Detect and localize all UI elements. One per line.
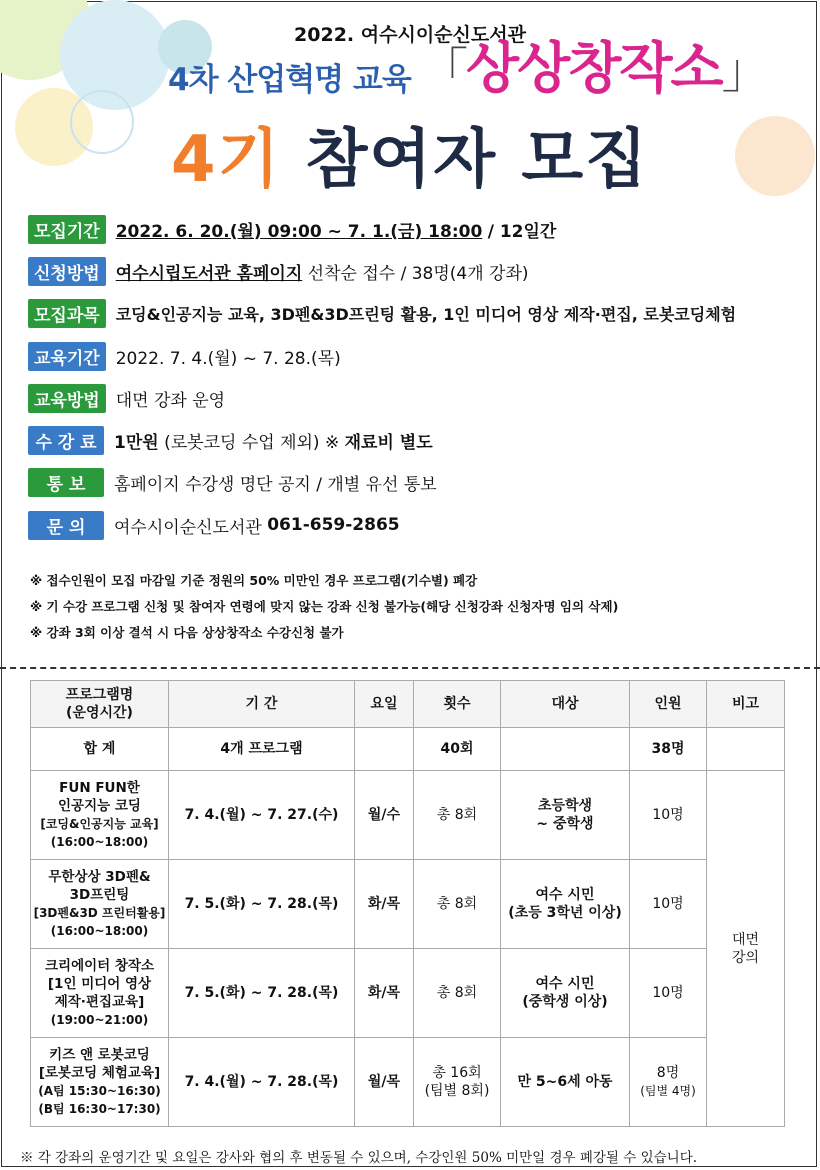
label-badge: 신청방법 <box>28 257 106 286</box>
info-fee <box>28 425 818 455</box>
table-row <box>31 949 785 1038</box>
program-name: FUN FUN한 인공지능 코딩 [코딩&인공지능 교육] (16:00~18:00) <box>31 771 169 860</box>
label-badge: 교육방법 <box>28 384 106 413</box>
label-badge: 모집기간 <box>28 215 106 244</box>
table-row <box>31 1038 785 1127</box>
subjects-value: 코딩&인공지능 교육, 3D펜&3D프린팅 활용, 1인 미디어 영상 제작·편집, 로봇코딩체험 <box>115 304 737 324</box>
info-notice <box>28 467 818 497</box>
th-period: 기 간 <box>169 681 355 728</box>
program-people: 8명 (팀별 4명) <box>630 1038 707 1127</box>
program-day: 월/수 <box>355 771 414 860</box>
info-subjects <box>28 298 818 328</box>
header-line: 4차 산업혁명 교육 <box>168 62 411 98</box>
note-item: ※ 기 수강 프로그램 신청 및 참여자 연령에 맞지 않는 강좌 신청 불가능(해당 신청강좌 신청자명 임의 삭제) <box>30 599 619 614</box>
program-day: 화/목 <box>355 949 414 1038</box>
program-day: 월/목 <box>355 1038 414 1127</box>
header-brand <box>420 24 768 103</box>
program-count: 총 16회 (팀별 8회) <box>414 1038 501 1127</box>
note-merged: 대면 강의 <box>707 771 785 1127</box>
program-name: 크리에이터 창작소 [1인 미디어 영상 제작·편집교육] (19:00~21:00) <box>31 949 169 1038</box>
th-program: 프로그램명 (운영시간) <box>31 681 169 728</box>
program-target: 여수 시민 (초등 3학년 이상) <box>501 860 630 949</box>
dashed-divider <box>0 667 820 669</box>
period-value: 2022. 6. 20.(월) 09:00 ~ 7. 1.(금) 18:00 <box>115 221 483 242</box>
program-name: 키즈 앤 로봇코딩 [로봇코딩 체험교육] (A팀 15:30~16:30) (B팀 16:30~17:30) <box>31 1038 169 1127</box>
contact-phone: 061-659-2865 <box>267 515 400 535</box>
program-day: 화/목 <box>355 860 414 949</box>
info-method <box>28 383 818 413</box>
total-people: 38명 <box>630 728 707 771</box>
info-contact <box>28 510 818 540</box>
program-people: 10명 <box>630 860 707 949</box>
th-count: 횟수 <box>414 681 501 728</box>
header-title <box>0 108 820 200</box>
note-item: ※ 강좌 3회 이상 결석 시 다음 상상창작소 수강신청 불가 <box>30 625 344 640</box>
total-period: 4개 프로그램 <box>169 728 355 771</box>
program-period: 7. 4.(월) ~ 7. 28.(목) <box>169 1038 355 1127</box>
bracket-close: 」 <box>721 43 768 99</box>
program-people: 10명 <box>630 771 707 860</box>
total-count: 40회 <box>414 728 501 771</box>
program-period: 7. 4.(월) ~ 7. 27.(수) <box>169 771 355 860</box>
bracket-open: 「 <box>420 43 467 99</box>
edu-period-value: 2022. 7. 4.(월) ~ 7. 28.(목) <box>115 348 341 369</box>
fee-extra: 재료비 별도 <box>344 432 433 453</box>
info-apply <box>28 256 818 286</box>
program-target: 여수 시민 (중학생 이상) <box>501 949 630 1038</box>
total-target <box>501 728 630 771</box>
header-text: 참여자 모집 <box>305 123 650 197</box>
table-row <box>31 860 785 949</box>
total-day <box>355 728 414 771</box>
contact-value: 여수시이순신도서관 <box>114 517 262 538</box>
info-edu-period <box>28 341 818 371</box>
th-note: 비고 <box>707 681 785 728</box>
label-badge: 수 강 료 <box>28 426 104 455</box>
fee-value: 1만원 <box>114 432 159 453</box>
header-number: 4기 <box>170 123 282 197</box>
apply-suffix: 선착순 접수 / 38명(4개 강좌) <box>307 263 529 284</box>
apply-value: 여수시립도서관 홈페이지 <box>115 263 303 284</box>
note-item: ※ 접수인원이 모집 마감일 기준 정원의 50% 미만인 경우 프로그램(기수별) 폐강 <box>30 573 478 588</box>
program-table <box>30 680 785 1127</box>
header-subtitle: 2022. 여수시이순신도서관 <box>294 24 526 46</box>
table-row <box>31 771 785 860</box>
table-total-row <box>31 728 785 771</box>
total-label: 합 계 <box>31 728 169 771</box>
th-target: 대상 <box>501 681 630 728</box>
label-badge: 교육기간 <box>28 342 106 371</box>
th-day: 요일 <box>355 681 414 728</box>
label-badge: 통 보 <box>28 468 104 497</box>
info-period <box>28 214 818 244</box>
brand-text: 상상창작소 <box>466 36 722 100</box>
program-period: 7. 5.(화) ~ 7. 28.(목) <box>169 949 355 1038</box>
program-count: 총 8회 <box>414 771 501 860</box>
fee-mid: (로봇코딩 수업 제외) ※ <box>164 432 340 453</box>
label-badge: 문 의 <box>28 511 104 540</box>
program-people: 10명 <box>630 949 707 1038</box>
total-note <box>707 728 785 771</box>
notes <box>30 568 618 646</box>
program-name: 무한상상 3D펜& 3D프린팅 [3D펜&3D 프린터활용] (16:00~18:00) <box>31 860 169 949</box>
program-target: 초등학생 ~ 중학생 <box>501 771 630 860</box>
th-people: 인원 <box>630 681 707 728</box>
table-header-row <box>31 681 785 728</box>
program-period: 7. 5.(화) ~ 7. 28.(목) <box>169 860 355 949</box>
program-count: 총 8회 <box>414 860 501 949</box>
label-badge: 모집과목 <box>28 299 106 328</box>
program-count: 총 8회 <box>414 949 501 1038</box>
notice-value: 홈페이지 수강생 명단 공지 / 개별 유선 통보 <box>114 474 437 495</box>
period-suffix: / 12일간 <box>487 221 557 242</box>
program-target: 만 5~6세 아동 <box>501 1038 630 1127</box>
method-value: 대면 강좌 운영 <box>115 390 226 411</box>
footer-note: ※ 각 강좌의 운영기간 및 요일은 강사와 협의 후 변동될 수 있으며, 수강인원 50% 미만일 경우 폐강될 수 있습니다. <box>20 1150 698 1166</box>
